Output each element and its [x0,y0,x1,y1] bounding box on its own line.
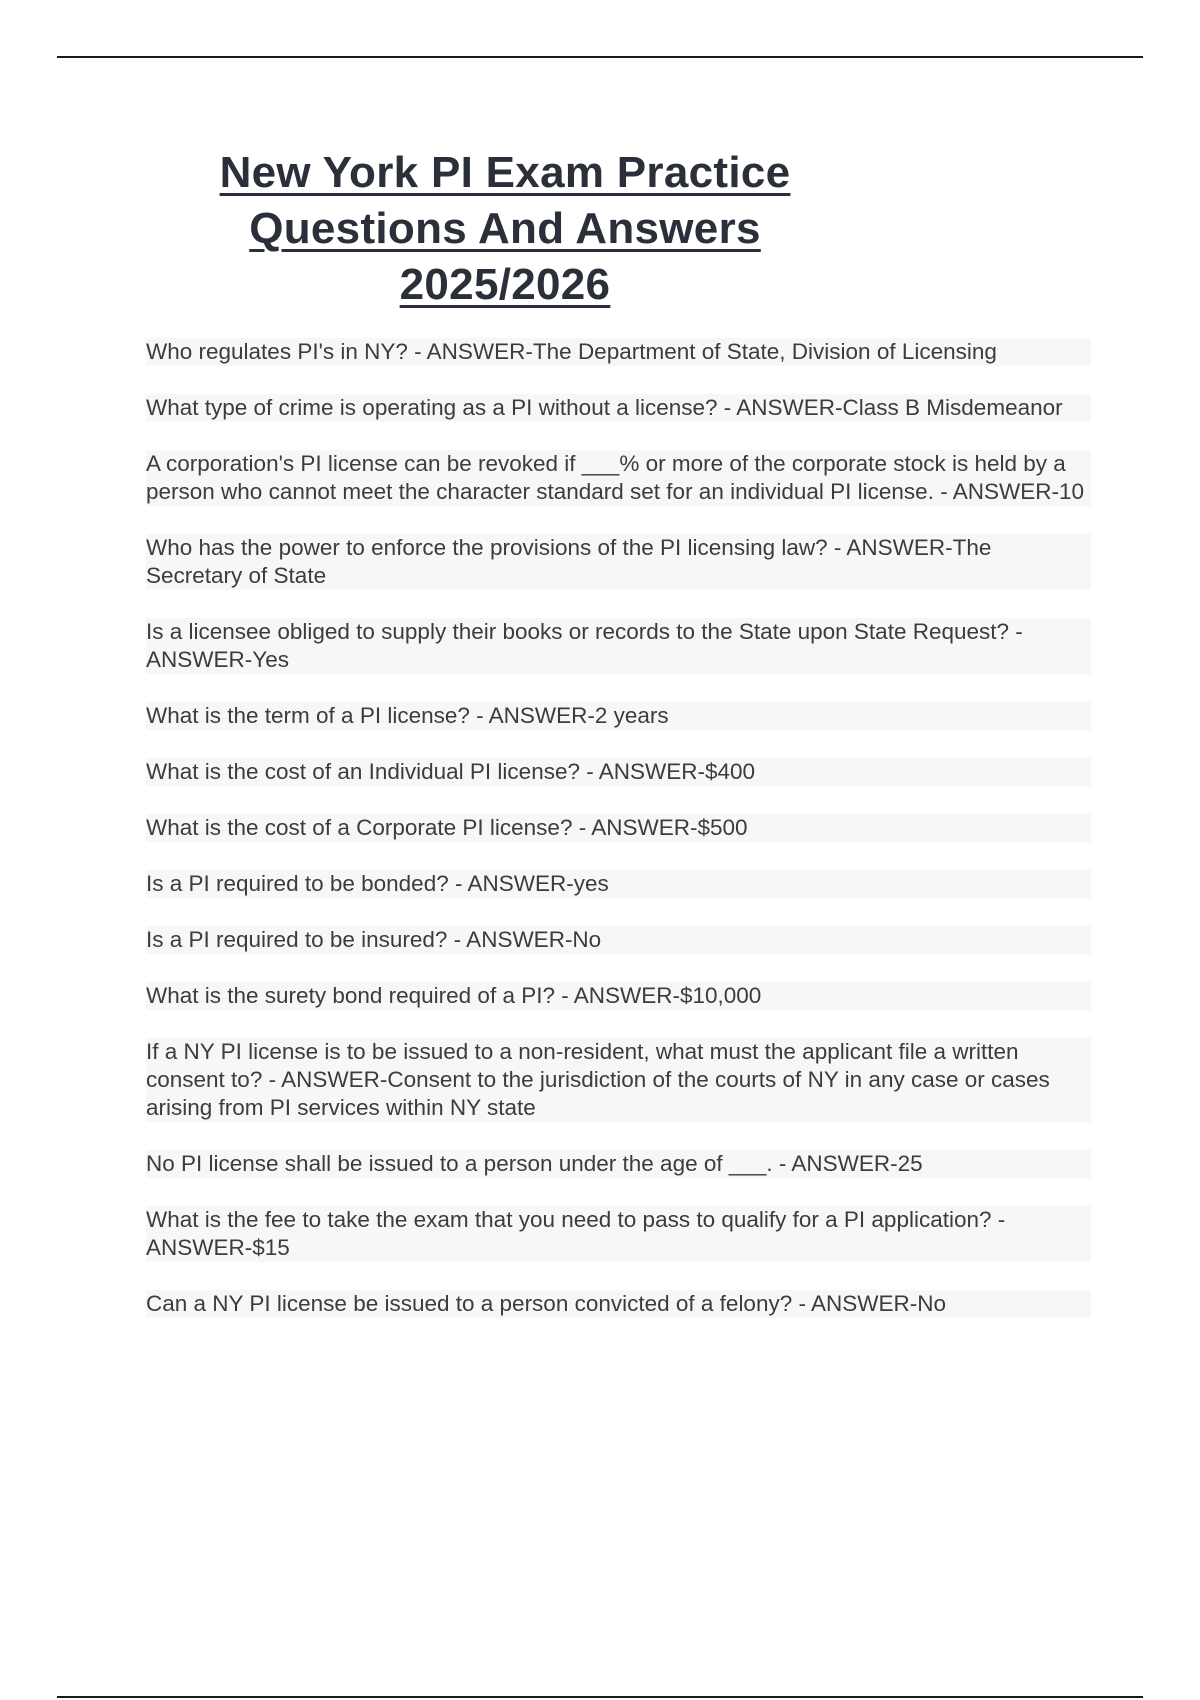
qa-item: What is the term of a PI license? - ANSWER-2 years [146,702,1091,730]
qa-item: Is a PI required to be insured? - ANSWER-No [146,926,1091,954]
qa-item: Is a licensee obliged to supply their books or records to the State upon State Request? - ANSWER-Yes [146,618,1091,674]
qa-item: What is the cost of an Individual PI license? - ANSWER-$400 [146,758,1091,786]
top-rule [57,56,1143,58]
qa-list [146,338,1091,1346]
qa-item: Who regulates PI's in NY? - ANSWER-The Department of State, Division of Licensing [146,338,1091,366]
qa-item: A corporation's PI license can be revoked if ___% or more of the corporate stock is held by a person who cannot meet the character standard set for an individual PI license. - ANSWER-10 [146,450,1091,506]
bottom-rule [57,1696,1143,1698]
title-line-1: New York PI Exam Practice [219,148,791,197]
qa-item: What is the surety bond required of a PI? - ANSWER-$10,000 [146,982,1091,1010]
qa-item: What type of crime is operating as a PI without a license? - ANSWER-Class B Misdemeanor [146,394,1091,422]
title-line-3: 2025/2026 [399,260,611,309]
page-title [145,145,865,313]
qa-item: What is the cost of a Corporate PI license? - ANSWER-$500 [146,814,1091,842]
qa-item: Is a PI required to be bonded? - ANSWER-yes [146,870,1091,898]
qa-item: Can a NY PI license be issued to a person convicted of a felony? - ANSWER-No [146,1290,1091,1318]
qa-item: What is the fee to take the exam that you need to pass to qualify for a PI application? - ANSWER-$15 [146,1206,1091,1262]
qa-item: No PI license shall be issued to a person under the age of ___. - ANSWER-25 [146,1150,1091,1178]
qa-item: Who has the power to enforce the provisions of the PI licensing law? - ANSWER-The Secretary of State [146,534,1091,590]
title-line-2: Questions And Answers [249,204,761,253]
qa-item: If a NY PI license is to be issued to a non-resident, what must the applicant file a written consent to? - ANSWER-Consent to the jurisdiction of the courts of NY in any case or cases arising from PI services within NY state [146,1038,1091,1122]
